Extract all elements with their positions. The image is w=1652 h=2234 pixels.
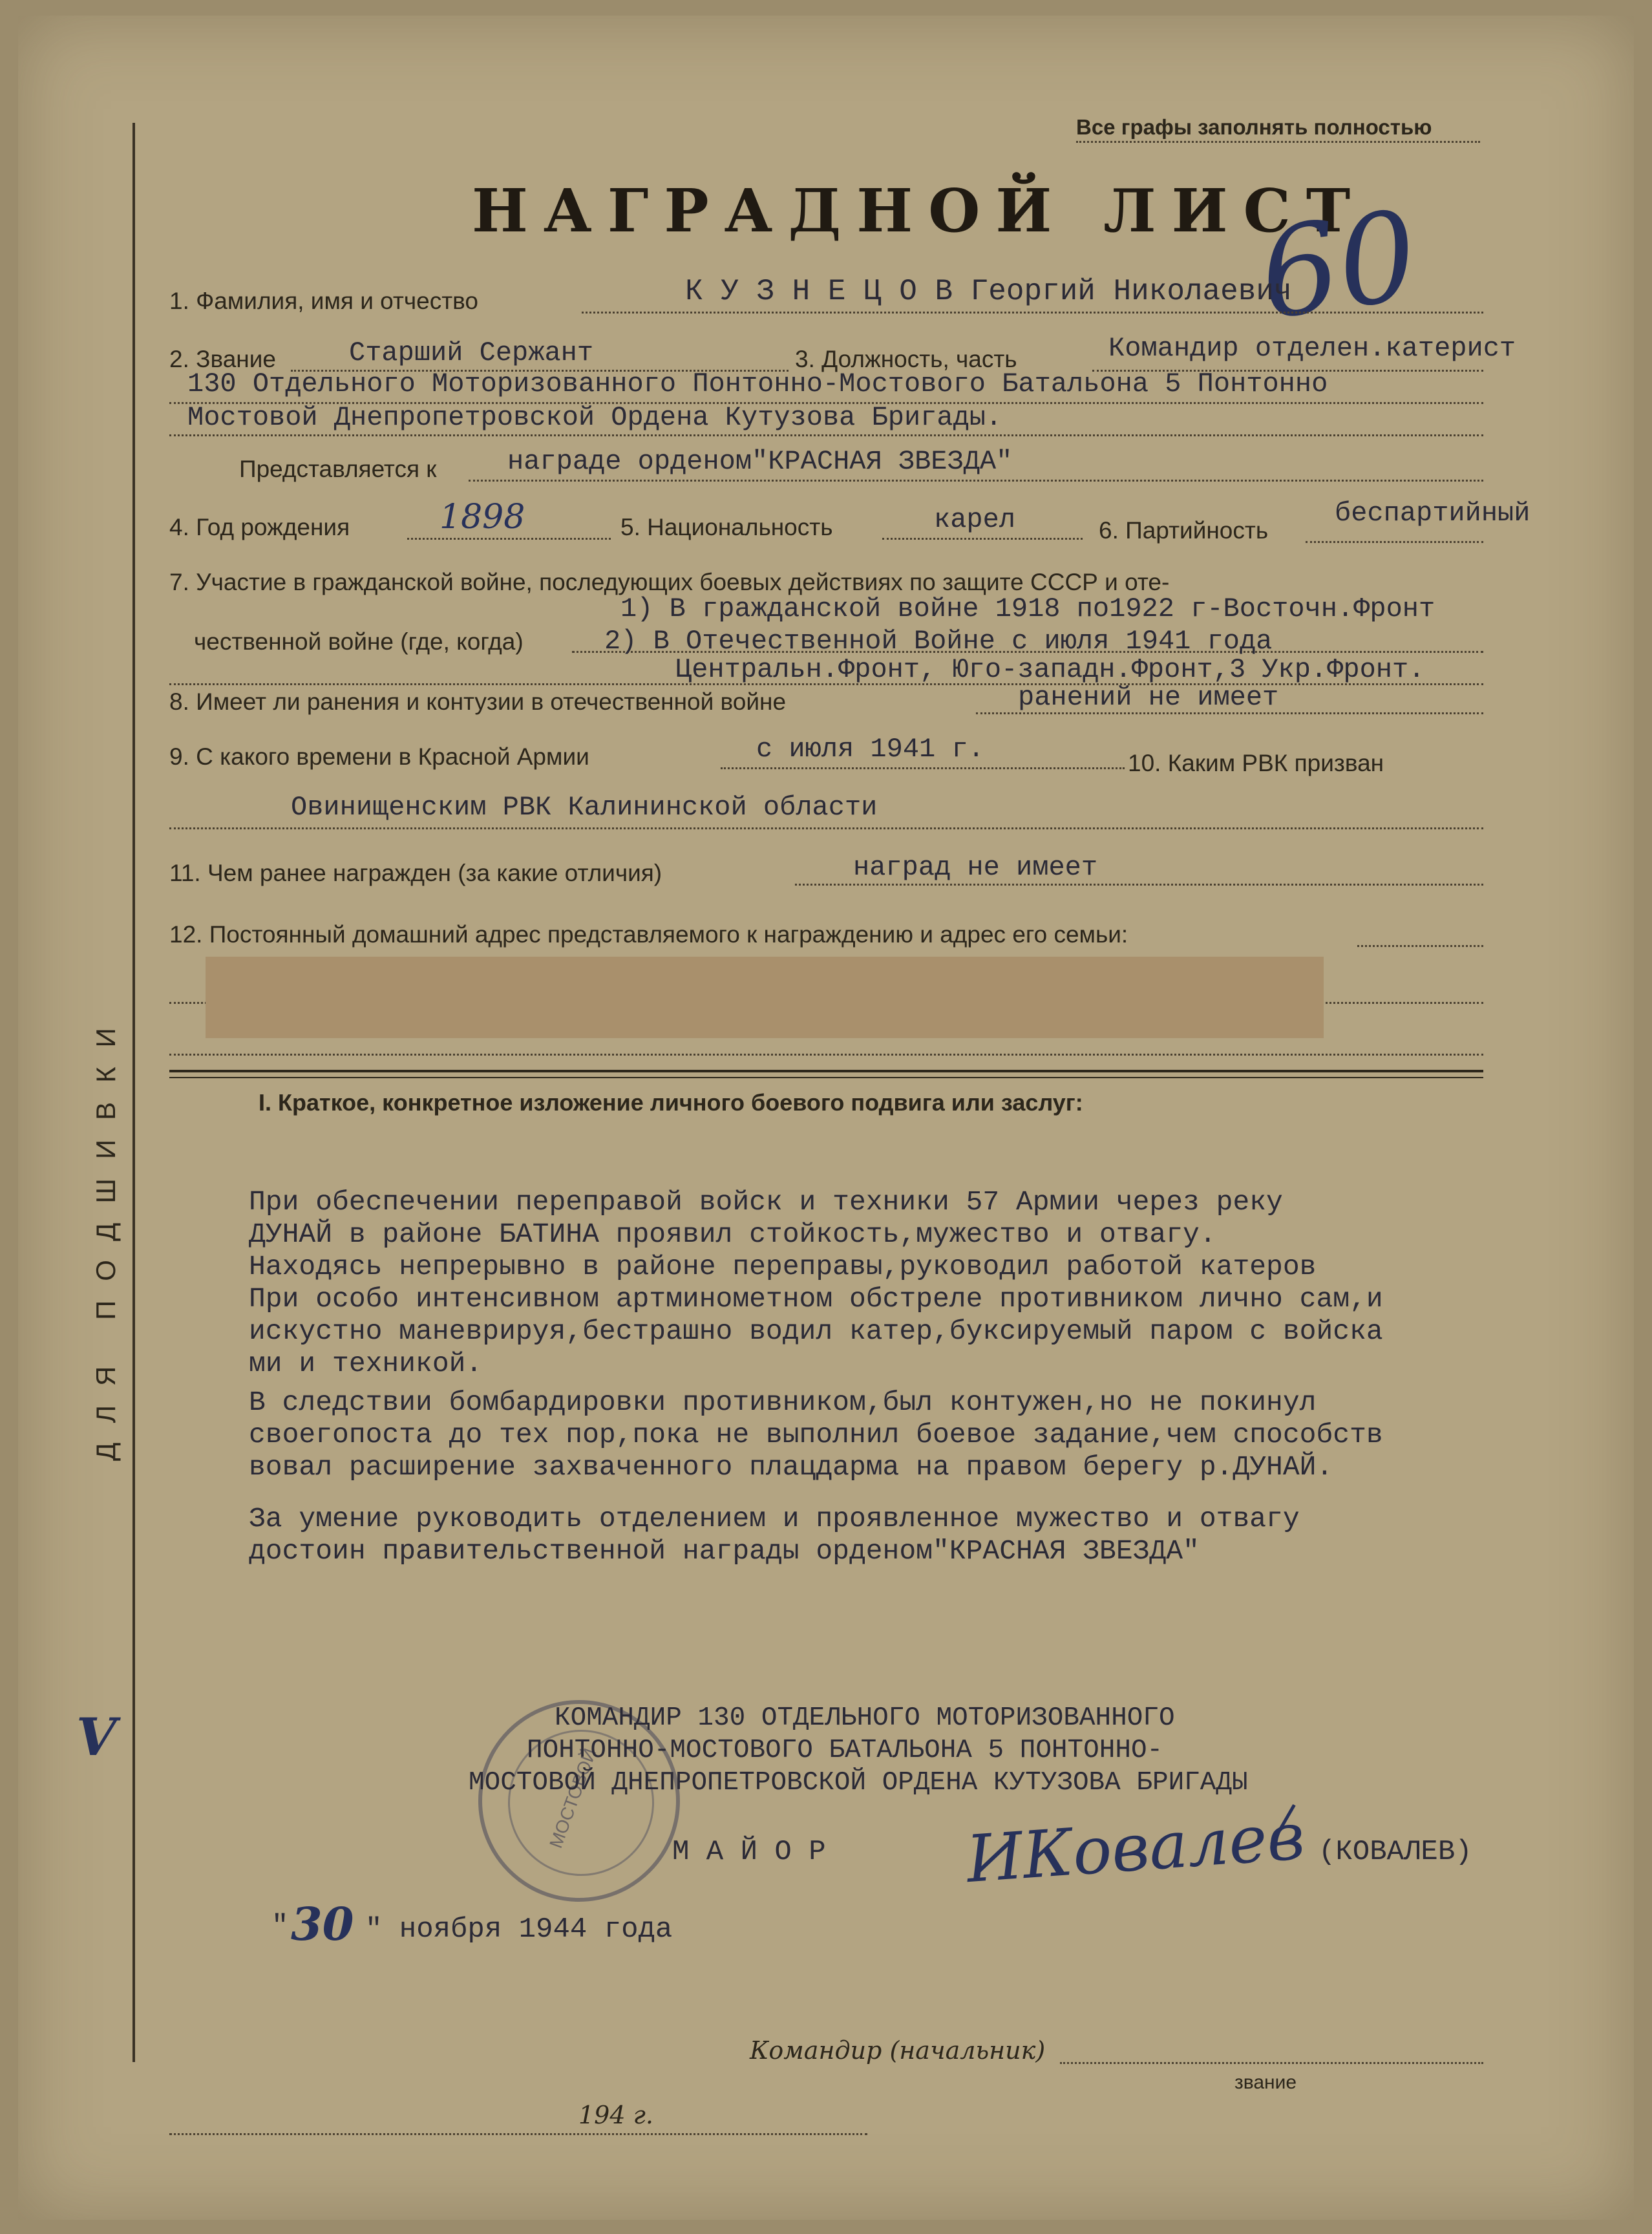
field-1-line xyxy=(582,312,1483,314)
narrative-line: При обеспечении переправой войск и техники 57 Армии через реку xyxy=(249,1186,1283,1218)
date-rest: " ноября 1944 года xyxy=(365,1913,673,1946)
field-3-value-2: 130 Отдельного Моторизованного Понтонно-Мостового Батальона 5 Понтонно xyxy=(187,368,1328,399)
field-11-value: наград не имеет xyxy=(853,852,1098,883)
field-9-label: 9. С какого времени в Красной Армии xyxy=(169,743,589,770)
handwritten-signature: ИКовалев xyxy=(964,1798,1308,1898)
signature-name: (КОВАЛЕВ) xyxy=(1318,1836,1472,1868)
field-2-value: Старший Сержант xyxy=(349,337,594,368)
field-5-line xyxy=(882,538,1083,540)
field-5-value: карел xyxy=(934,504,1016,535)
rank-label: звание xyxy=(1234,2072,1297,2093)
commander-line xyxy=(1060,2062,1483,2064)
signature-line-3: МОСТОВОЙ ДНЕПРОПЕТРОВСКОЙ ОРДЕНА КУТУЗОВА БРИГАДЫ xyxy=(469,1768,1248,1798)
date-quote-open: " xyxy=(271,1910,289,1942)
page-title: НАГРАДНОЙ ЛИСТ xyxy=(472,176,1366,246)
field-7-value-2: 2) В Отечественной Войне с июля 1941 года xyxy=(604,626,1273,657)
narrative-line: достоин правительственной награды орденом"КРАСНАЯ ЗВЕЗДА" xyxy=(249,1535,1200,1567)
field-4-line xyxy=(407,538,611,540)
field-7-value-1: 1) В гражданской войне 1918 по1922 г-Восточн.Фронт xyxy=(620,593,1435,624)
year-line xyxy=(169,2133,867,2135)
section-separator xyxy=(169,1070,1483,1072)
field-4-value: 1898 xyxy=(439,498,525,537)
narrative-line: Находясь непрерывно в районе переправы,руководил работой катеров xyxy=(249,1251,1317,1282)
field-6-value: беспартийный xyxy=(1335,498,1530,529)
instruction-underline xyxy=(1076,141,1480,143)
address-redaction xyxy=(206,957,1324,1038)
date-day: 30 xyxy=(291,1897,354,1951)
field-9-value: с июля 1941 г. xyxy=(756,734,984,765)
field-7-label-1: 7. Участие в гражданской войне, последующих боевых действиях по защите СССР и оте- xyxy=(169,569,1170,595)
handwritten-mark: 60 xyxy=(1251,184,1426,347)
year-label: 194 г. xyxy=(578,2101,653,2129)
narrative-line: ДУНАЙ в районе БАТИНА проявил стойкость,мужество и отвагу. xyxy=(249,1218,1216,1250)
field-12-line xyxy=(1357,945,1483,947)
field-11-line xyxy=(795,884,1483,886)
signature-line-2: ПОНТОННО-МОСТОВОГО БАТАЛЬОНА 5 ПОНТОННО- xyxy=(527,1736,1163,1765)
field-12-label: 12. Постоянный домашний адрес представляемого к награждению и адрес его семьи: xyxy=(169,921,1128,948)
field-7-label-2: чественной войне (где, когда) xyxy=(194,628,524,655)
field-1-label: 1. Фамилия, имя и отчество xyxy=(169,288,479,314)
field-8-value: ранений не имеет xyxy=(1018,682,1279,713)
field-10-value: Овинищенским РВК Калининской области xyxy=(291,792,878,823)
margin-line xyxy=(132,123,135,2062)
section-separator-2 xyxy=(169,1077,1483,1078)
section-heading: I. Краткое, конкретное изложение личного боевого подвига или заслуг: xyxy=(259,1089,1083,1116)
narrative-line: ми и техникой. xyxy=(249,1348,483,1379)
field-8-label: 8. Имеет ли ранения и контузии в отечественной войне xyxy=(169,688,787,715)
field-10-line xyxy=(169,827,1483,829)
stamp-text: МОСТОВОЙ xyxy=(545,1745,600,1851)
field-7-line-2 xyxy=(169,683,1483,685)
field-3-label: 3. Должность, часть xyxy=(795,346,1017,372)
field-1-value: К У З Н Е Ц О В Георгий Николаевич xyxy=(685,275,1292,308)
presented-line xyxy=(469,480,1483,482)
field-6-line xyxy=(1306,541,1483,543)
field-9-line xyxy=(721,767,1125,769)
instruction-text: Все графы заполнять полностью xyxy=(1076,115,1432,139)
field-2-label: 2. Звание xyxy=(169,346,276,372)
narrative-line: искустно маневрируя,бестрашно водил катер,буксируемый паром с войска xyxy=(249,1315,1383,1347)
narrative-line: своегопоста до тех пор,пока не выполнил боевое задание,чем способств xyxy=(249,1419,1383,1451)
commander-label: Командир (начальник) xyxy=(750,2036,1046,2065)
signature-rank: М А Й О Р xyxy=(672,1836,826,1868)
field-4-label: 4. Год рождения xyxy=(169,514,350,540)
field-3-value-3: Мостовой Днепропетровской Ордена Кутузова Бригады. xyxy=(187,402,1002,433)
field-3-value-1: Командир отделен.катерист xyxy=(1108,333,1516,364)
narrative-line: вовал расширение захваченного плацдарма на правом берегу р.ДУНАЙ. xyxy=(249,1451,1333,1483)
binding-label: ДЛЯ ПОДШИВКИ xyxy=(90,1008,121,1461)
signature-line-1: КОМАНДИР 130 ОТДЕЛЬНОГО МОТОРИЗОВАННОГО xyxy=(555,1703,1175,1733)
presented-label: Представляется к xyxy=(239,456,437,482)
field-12-line-3 xyxy=(169,1054,1483,1056)
narrative-line: При особо интенсивном артминометном обстреле противником лично сам,и xyxy=(249,1283,1383,1315)
field-10-label: 10. Каким РВК призван xyxy=(1128,750,1384,776)
narrative-line: В следствии бомбардировки противником,был контужен,но не покинул xyxy=(249,1387,1317,1418)
narrative-line: За умение руководить отделением и проявленное мужество и отвагу xyxy=(249,1503,1300,1535)
field-5-label: 5. Национальность xyxy=(620,514,833,540)
field-3-line-3 xyxy=(169,434,1483,436)
field-11-label: 11. Чем ранее награжден (за какие отличия) xyxy=(169,860,662,886)
field-6-label: 6. Партийность xyxy=(1099,517,1269,544)
field-7-value-3: Центральн.Фронт, Юго-западн.Фронт,3 Укр.Фронт. xyxy=(675,654,1425,685)
left-check-mark: V xyxy=(76,1707,117,1767)
presented-value: награде орденом"КРАСНАЯ ЗВЕЗДА" xyxy=(507,446,1013,477)
